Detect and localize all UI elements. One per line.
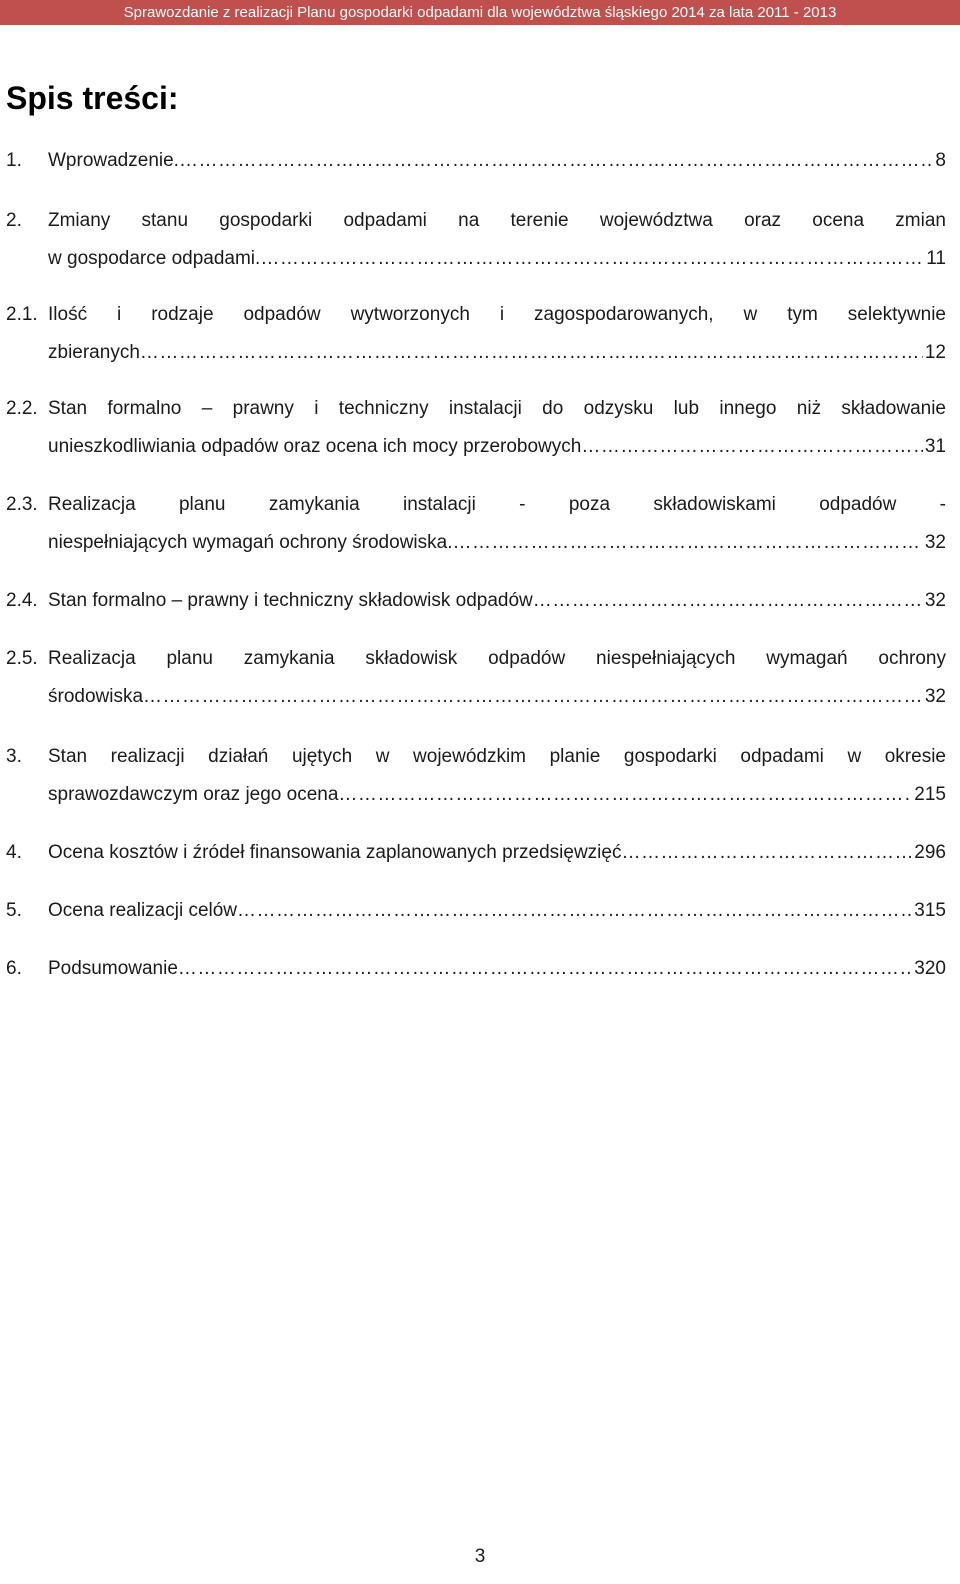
toc-entry-page: 32	[924, 590, 946, 611]
dot-leader	[179, 142, 933, 180]
toc-entry-number: 4.	[6, 842, 22, 863]
toc-entry-page: 320	[914, 958, 946, 979]
toc-entry[interactable]	[6, 582, 946, 620]
toc-entry-number: 2.3.	[6, 494, 38, 515]
toc-entry-number: 2.2.	[6, 398, 38, 419]
toc-entry-title: Zmiany stanu gospodarki odpadami na terenie województwa oraz ocena zmian	[48, 210, 946, 231]
toc-entry[interactable]	[6, 640, 946, 716]
toc-entry-title: Ilość i rodzaje odpadów wytworzonych i zagospodarowanych, w tym selektywnie	[48, 304, 946, 325]
dot-leader	[621, 834, 912, 872]
toc-entry-page: 11	[926, 248, 946, 269]
toc-entry-title: Ocena kosztów i źródeł finansowania zaplanowanych przedsięwzięć	[48, 842, 622, 863]
toc-entry-title: Stan realizacji działań ujętych w wojewódzkim planie gospodarki odpadami w okresie	[48, 746, 946, 767]
toc-entry-page: 315	[914, 900, 946, 921]
toc-entry-title: Stan formalno – prawny i techniczny instalacji do odzysku lub innego niż składowanie	[48, 398, 946, 419]
dot-leader	[237, 892, 912, 930]
toc-entry[interactable]	[6, 892, 946, 930]
toc-entry-title-continued: w gospodarce odpadami.	[48, 248, 261, 269]
toc-entry-number: 2.1.	[6, 304, 38, 325]
toc-entry[interactable]	[6, 390, 946, 466]
toc-entry-title: Realizacja planu zamykania instalacji - poza składowiskami odpadów -	[48, 494, 946, 515]
toc-entry-page: 32	[924, 686, 946, 707]
toc-entry-number: 2.5.	[6, 648, 38, 669]
toc-entry[interactable]	[6, 296, 946, 372]
dot-leader	[338, 776, 912, 814]
toc-entry[interactable]	[6, 202, 946, 278]
toc-entry-page: 31	[924, 436, 946, 457]
toc-entry-title-continued: zbieranych	[48, 342, 140, 363]
toc-entry-page: 32	[924, 532, 946, 553]
toc-entry[interactable]	[6, 738, 946, 814]
toc-entry-number: 5.	[6, 900, 22, 921]
toc-entry-title-continued: unieszkodliwiania odpadów oraz ocena ich mocy przerobowych	[48, 436, 582, 457]
toc-entry-number: 2.4.	[6, 590, 38, 611]
toc-entry-number: 2.	[6, 210, 22, 231]
toc-entry-page: 296	[914, 842, 946, 863]
dot-leader	[581, 428, 923, 466]
toc-title: Spis treści:	[6, 80, 179, 116]
toc-entry-title: Ocena realizacji celów	[48, 900, 238, 921]
toc-entry[interactable]	[6, 142, 946, 180]
dot-leader	[533, 582, 923, 620]
toc-entry[interactable]	[6, 486, 946, 562]
toc-entry-title: Podsumowanie	[48, 958, 178, 979]
dot-leader	[178, 950, 912, 988]
toc-entry-title: Stan formalno – prawny i techniczny składowisk odpadów	[48, 590, 533, 611]
toc-entry-number: 6.	[6, 958, 22, 979]
toc-entry-title-continued: sprawozdawczym oraz jego ocena	[48, 784, 339, 805]
toc-entry[interactable]	[6, 834, 946, 872]
toc-entry-title: Realizacja planu zamykania składowisk odpadów niespełniających wymagań ochrony	[48, 648, 946, 669]
dot-leader	[260, 240, 924, 278]
toc-entry[interactable]	[6, 950, 946, 988]
toc-entry-title-continued: środowiska	[48, 686, 144, 707]
dot-leader	[452, 524, 922, 562]
running-header: Sprawozdanie z realizacji Planu gospodarki odpadami dla województwa śląskiego 2014 za lata 2011 - 2013	[0, 0, 960, 25]
toc-entry-page: 12	[924, 342, 946, 363]
toc-entry-number: 3.	[6, 746, 22, 767]
dot-leader	[140, 334, 923, 372]
page-number: 3	[474, 1546, 486, 1567]
toc-entry-title: Wprowadzenie.	[48, 150, 179, 171]
toc-entry-page: 8	[935, 150, 946, 171]
dot-leader	[143, 678, 923, 716]
toc-entry-page: 215	[914, 784, 946, 805]
toc-entry-number: 1.	[6, 150, 22, 171]
toc-entry-title-continued: niespełniających wymagań ochrony środowiska.	[48, 532, 453, 553]
